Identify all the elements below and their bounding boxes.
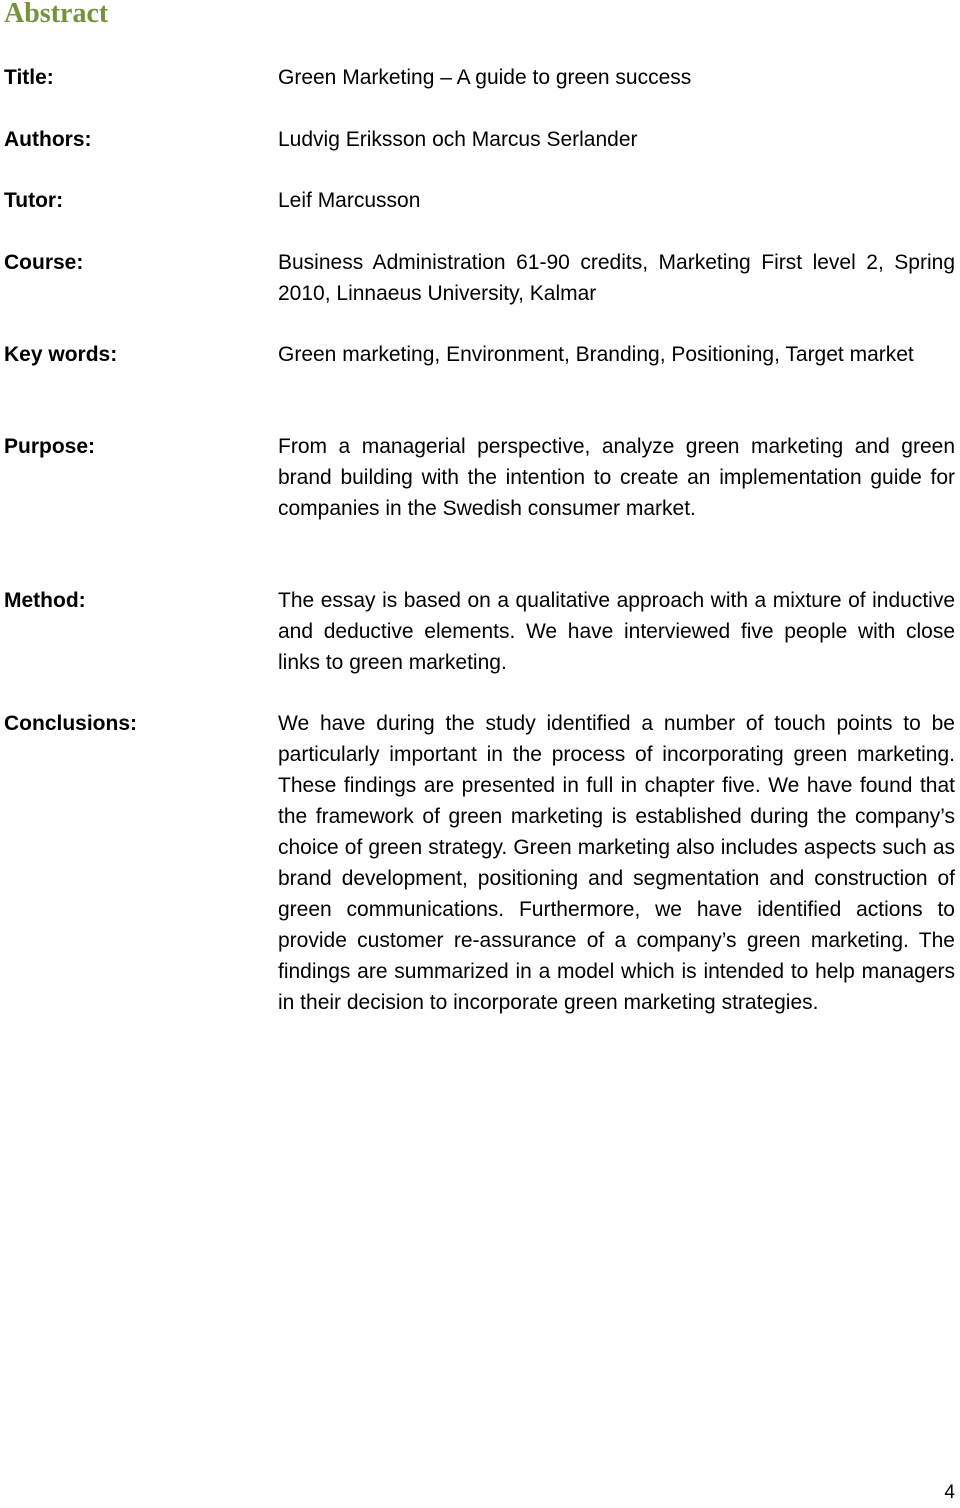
tutor-label: Tutor:: [4, 189, 64, 212]
method-label: Method:: [4, 589, 86, 612]
keywords-value: Green marketing, Environment, Branding, Positioning, Target market: [278, 343, 914, 366]
method-value: The essay is based on a qualitative approach with a mixture of inductive and deductive elements. We have interviewed five people with close links to green marketing.: [278, 589, 955, 674]
purpose-label: Purpose:: [4, 435, 96, 458]
title-value: Green Marketing – A guide to green success: [278, 66, 692, 89]
keywords-label: Key words:: [4, 343, 118, 366]
page-number: 4: [944, 1482, 955, 1503]
course-value: Business Administration 61-90 credits, Marketing First level 2, Spring 2010, Linnaeus University, Kalmar: [278, 251, 955, 305]
authors-label: Authors:: [4, 128, 92, 151]
authors-value: Ludvig Eriksson och Marcus Serlander: [278, 128, 638, 151]
tutor-value: Leif Marcusson: [278, 189, 421, 212]
conclusions-value: We have during the study identified a number of touch points to be particularly important in the process of incorporating green marketing. These findings are presented in full in chapter five. We have found that the framework of green marketing is established during the company’s choice of green strategy. Green marketing also includes aspects such as brand development, positioning and segmentation and construction of green communications. Furthermore, we have identified actions to provide customer re-assurance of a company’s green marketing. The findings are summarized in a model which is intended to help managers in their decision to incorporate green marketing strategies.: [278, 712, 955, 1014]
course-label: Course:: [4, 251, 84, 274]
title-label: Title:: [4, 66, 54, 89]
conclusions-label: Conclusions:: [4, 712, 138, 735]
purpose-value: From a managerial perspective, analyze green marketing and green brand building with the intention to create an implementation guide for companies in the Swedish consumer market.: [278, 435, 955, 520]
abstract-heading: Abstract: [4, 0, 109, 29]
